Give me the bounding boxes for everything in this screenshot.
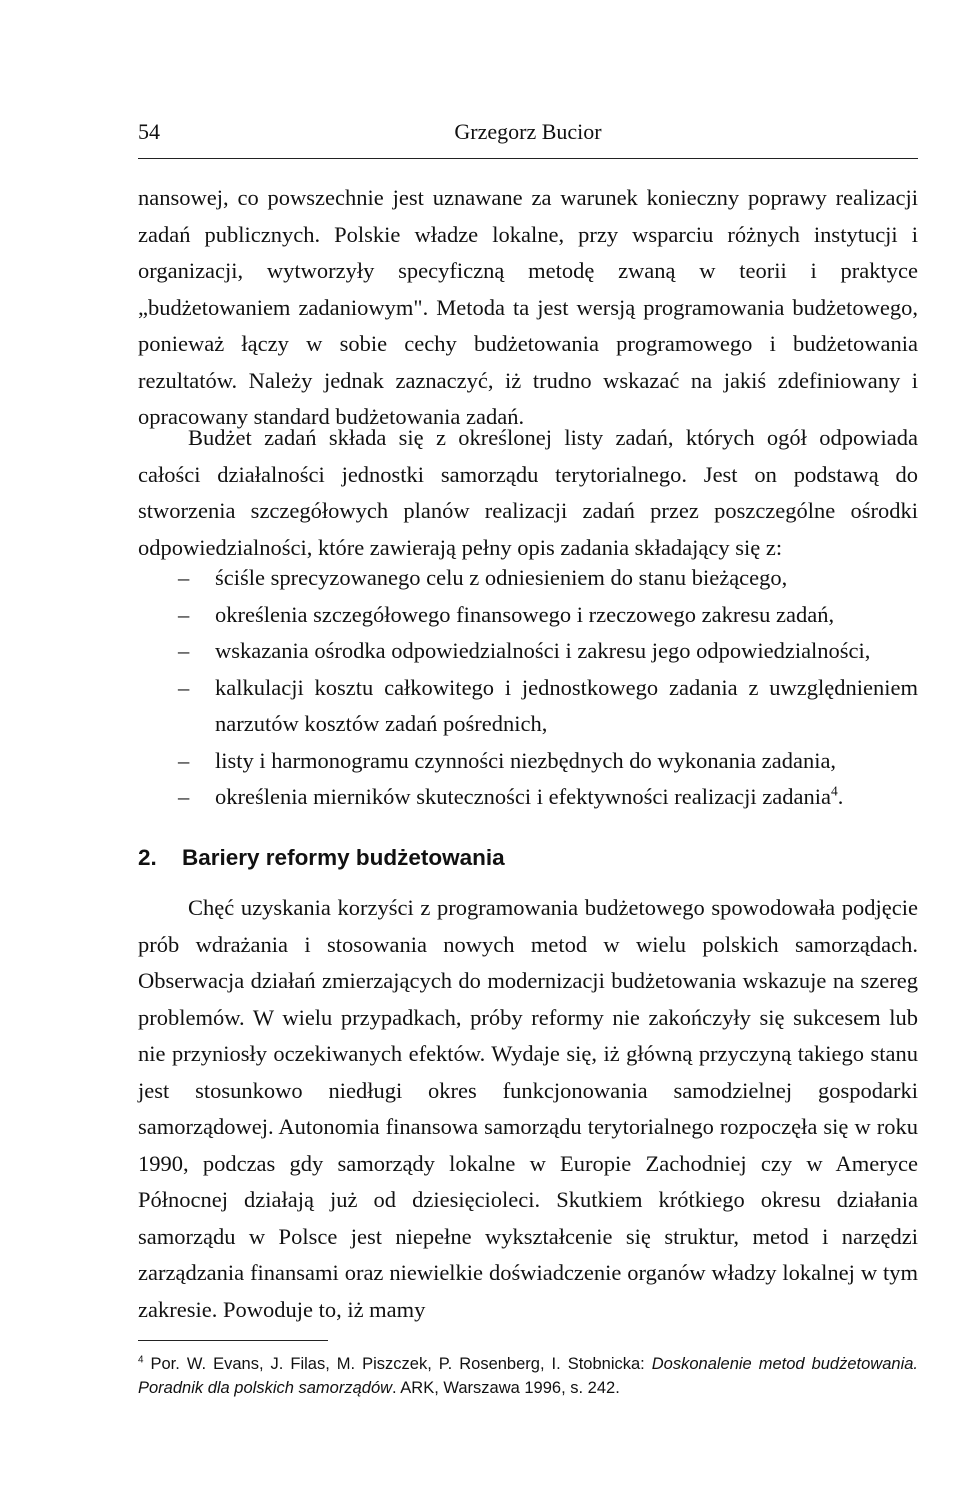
section-title: Bariery reformy budżetowania <box>182 845 505 870</box>
list-dash: – <box>178 784 190 809</box>
section-heading <box>138 845 505 871</box>
page-number: 54 <box>138 119 160 144</box>
list-item: – określenia szczegółowego finansowego i rzeczowego zakresu zadań, <box>138 597 918 634</box>
footnote-ref[interactable]: 4 <box>831 783 838 799</box>
list-item: – listy i harmonogramu czynności niezbędnych do wykonania zadania, <box>138 743 918 780</box>
list-dash: – <box>178 601 190 627</box>
footnote-publisher: . ARK, Warszawa 1996, s. 242. <box>392 1379 620 1397</box>
section-number: 2. <box>138 845 157 870</box>
list-dash: – <box>178 674 190 700</box>
paragraph-2: Budżet zadań składa się z określonej listy zadań, których ogół odpowiada całości działalności jednostki samorządu terytorialnego. Jest on podstawą do stworzenia szczegółowych planów realizacji zadań przez poszczególne ośrodki odpowiedzialności, które zawierają pełny opis zadania składający się z: <box>138 425 918 560</box>
footnote <box>138 1352 918 1400</box>
paragraph-3: Chęć uzyskania korzyści z programowania budżetowego spowodowała podjęcie prób wdrażania i stosowania nowych metod w wielu polskich samorządach. Obserwacja działań zmierzających do modernizacji budżetowania wskazuje na szereg problemów. W wielu przypadkach, próby reformy nie zakończyły się sukcesem lub nie przyniosły oczekiwanych efektów. Wydaje się, iż główną przyczyną takiego stanu jest stosunkowo niedługi okres funkcjonowania samodzielnej gospodarki samorządowej. Autonomia finansowa samorządu terytorialnego rozpoczęła się w roku 1990, podczas gdy samorządy lokalne w Europie Zachodniej czy w Ameryce Północnej działają już od dziesięcioleci. Skutkiem krótkiego okresu działania samorządu w Polsce jest niepełne wykształcenie się struktur, metod i narzędzi zarządzania finansami oraz niewielkie doświadczenie organów władzy lokalnej w tym zakresie. Powoduje to, iż mamy <box>138 895 918 1322</box>
list-dash: – <box>178 638 190 663</box>
footnote-title: Doskonalenie metod budżetowania. Poradnik dla polskich samorządów <box>138 1355 918 1397</box>
list-dash: – <box>178 747 190 773</box>
paragraph-1: nansowej, co powszechnie jest uznawane za warunek konieczny poprawy realizacji zadań publicznych. Polskie władze lokalne, przy wsparciu różnych instytucji i organizacji, wytworzyły specyficzną metodę zwaną w teorii i praktyce „budżetowaniem zadaniowym". Metoda ta jest wersją programowania budżetowego, ponieważ łączy w sobie cechy budżetowania programowego i budżetowania rezultatów. Należy jednak zaznaczyć, iż trudno wskazać na jakiś zdefiniowany i opracowany standard budżetowania zadań. <box>138 185 918 429</box>
requirements-list <box>138 560 918 816</box>
list-item: – wskazania ośrodka odpowiedzialności i zakresu jego odpowiedzialności, <box>138 633 918 670</box>
footnote-mark: 4 <box>138 1354 144 1366</box>
running-head-author: Grzegorz Bucior <box>454 119 602 144</box>
footnote-authors: Por. W. Evans, J. Filas, M. Piszczek, P. Rosenberg, I. Stobnicka: <box>150 1355 652 1373</box>
footnote-rule <box>138 1340 328 1341</box>
header-rule <box>138 158 918 159</box>
list-item: – określenia mierników skuteczności i efektywności realizacji zadania$^4$. <box>138 779 918 816</box>
list-item: – ściśle sprecyzowanego celu z odniesieniem do stanu bieżącego, <box>138 560 918 597</box>
list-dash: – <box>178 565 190 590</box>
list-item: – kalkulacji kosztu całkowitego i jednostkowego zadania z uwzględnieniem narzutów kosztów zadań pośrednich, <box>138 670 918 743</box>
running-header <box>138 119 918 159</box>
